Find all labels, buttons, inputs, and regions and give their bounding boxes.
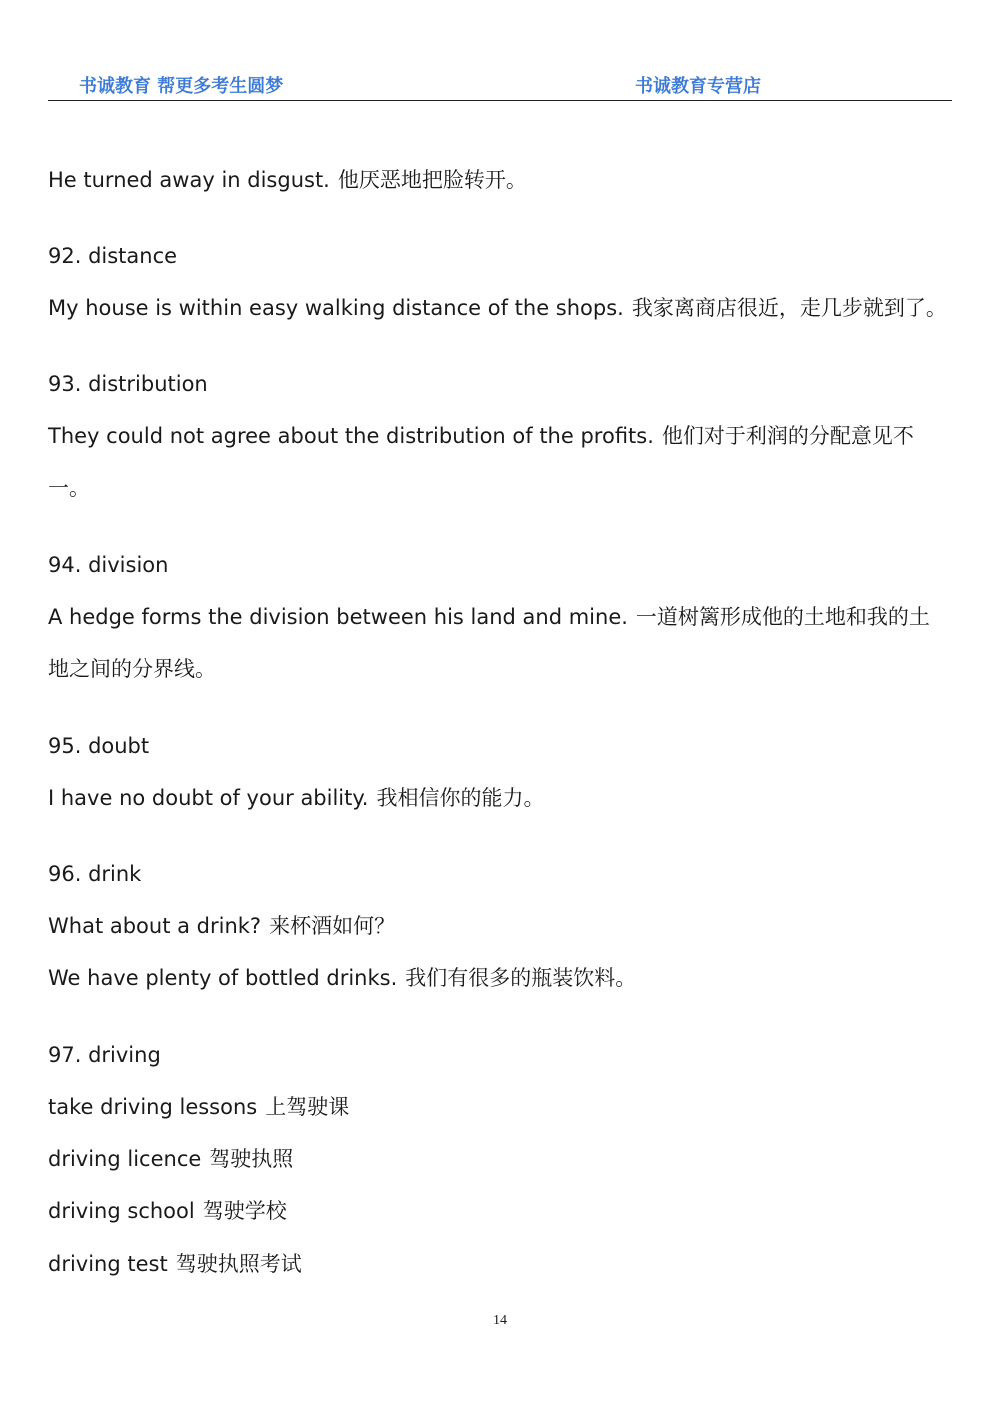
sentence-zh: 他们对于利润的分配意见不 xyxy=(661,424,914,448)
sentence-zh: 地之间的分界线。 xyxy=(48,657,216,681)
phrase-en: driving test xyxy=(48,1252,168,1276)
sentence-line xyxy=(48,912,395,940)
phrase-line xyxy=(48,1197,287,1225)
sentence-zh: 我家离商店很近，走几步就到了。 xyxy=(631,296,947,320)
sentence-en: I have no doubt of your ability. xyxy=(48,786,369,810)
sentence-line xyxy=(48,964,636,992)
sentence-continuation xyxy=(48,655,216,683)
sentence-zh: 一道树篱形成他的土地和我的土 xyxy=(635,605,930,629)
page-number: 14 xyxy=(493,1313,507,1328)
phrase-zh: 驾驶执照考试 xyxy=(175,1252,302,1276)
phrase-line xyxy=(48,1093,349,1121)
header-left-text: 书诚教育 帮更多考生圆梦 xyxy=(79,76,284,97)
phrase-zh: 驾驶学校 xyxy=(202,1199,287,1223)
phrase-line xyxy=(48,1250,302,1278)
phrase-line xyxy=(48,1145,293,1173)
phrase-en: driving licence xyxy=(48,1147,202,1171)
sentence-en: They could not agree about the distribution of the profits. xyxy=(48,424,654,448)
entry-heading: 94. division xyxy=(48,553,169,577)
sentence-continuation xyxy=(48,474,90,502)
phrase-zh: 驾驶执照 xyxy=(209,1147,294,1171)
sentence-zh: 我相信你的能力。 xyxy=(376,786,545,810)
entry-heading: 96. drink xyxy=(48,862,142,886)
sentence-zh: 来杯酒如何？ xyxy=(269,914,396,938)
sentence-en: My house is within easy walking distance of the shops. xyxy=(48,296,624,320)
sentence-line xyxy=(48,784,545,812)
page-header xyxy=(48,72,952,101)
phrase-en: driving school xyxy=(48,1199,195,1223)
sentence-line xyxy=(48,603,930,631)
sentence-line xyxy=(48,422,914,450)
sentence-en: We have plenty of bottled drinks. xyxy=(48,966,398,990)
sentence-zh: 他厌恶地把脸转开。 xyxy=(337,168,527,192)
sentence-zh: 我们有很多的瓶装饮料。 xyxy=(405,966,637,990)
entry-heading: 95. doubt xyxy=(48,734,150,758)
entry-heading: 93. distribution xyxy=(48,372,208,396)
sentence-line xyxy=(48,294,947,322)
sentence-line xyxy=(48,166,527,194)
entry-heading: 97. driving xyxy=(48,1043,161,1067)
phrase-zh: 上驾驶课 xyxy=(265,1095,350,1119)
sentence-en: What about a drink? xyxy=(48,914,262,938)
header-right-text: 书诚教育专营店 xyxy=(635,76,761,97)
sentence-zh: 一。 xyxy=(48,476,90,500)
sentence-en: He turned away in disgust. xyxy=(48,168,330,192)
entry-heading: 92. distance xyxy=(48,244,178,268)
sentence-en: A hedge forms the division between his land and mine. xyxy=(48,605,628,629)
phrase-en: take driving lessons xyxy=(48,1095,258,1119)
